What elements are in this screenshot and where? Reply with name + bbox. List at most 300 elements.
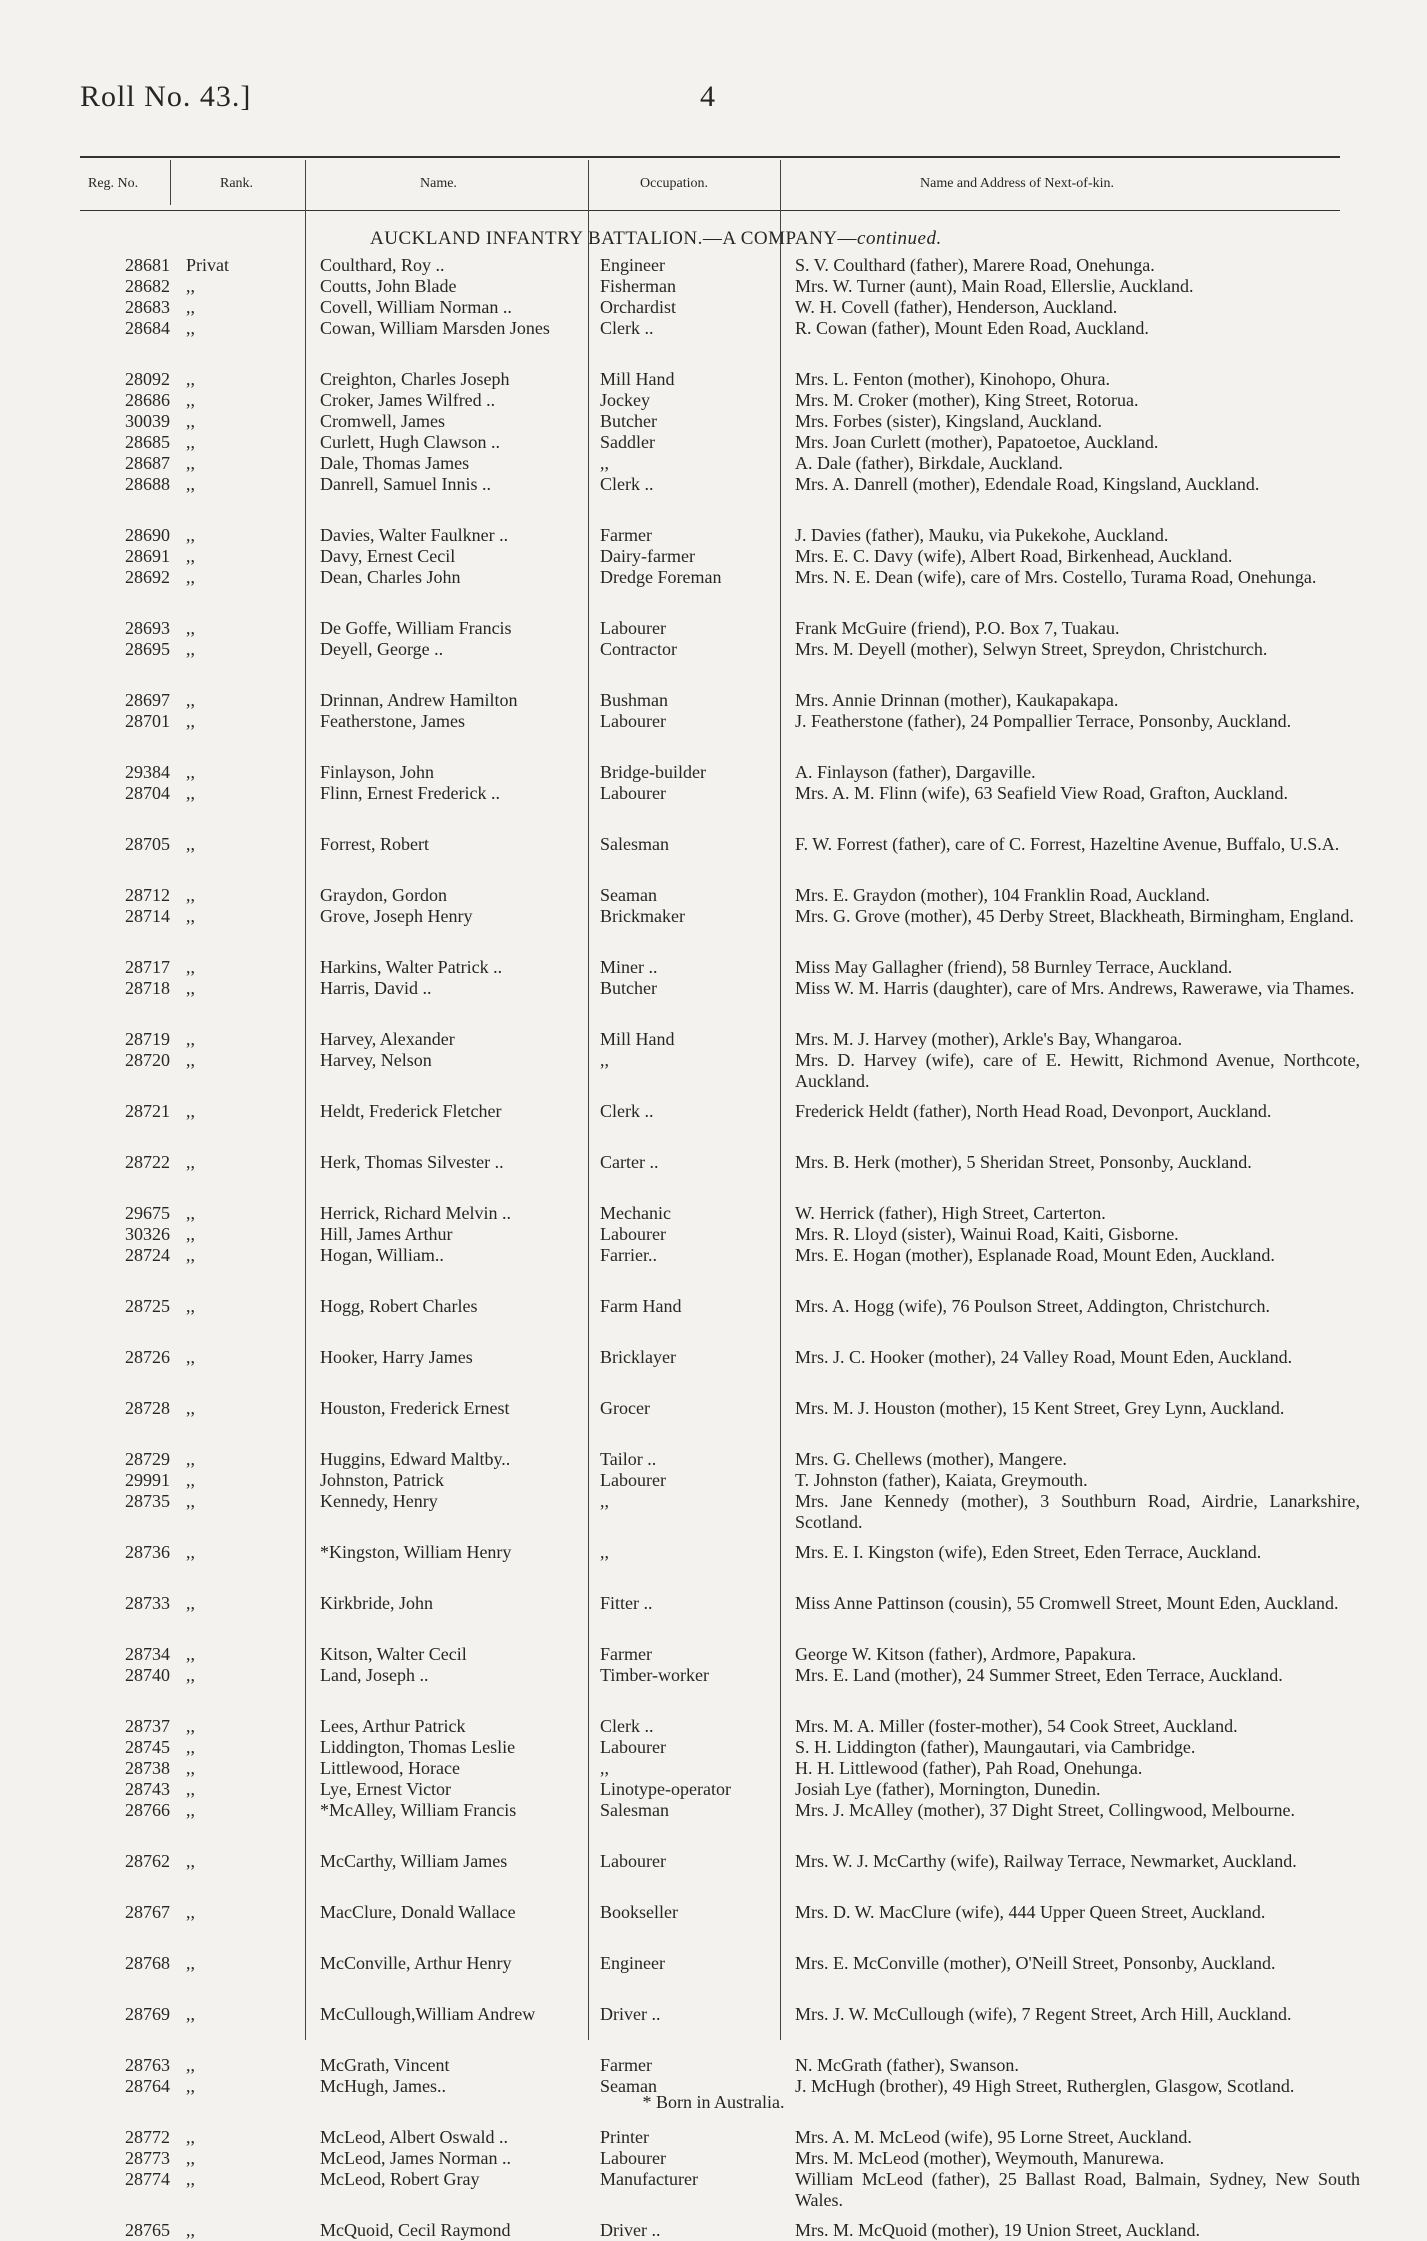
- occupation: Linotype-operator: [600, 1779, 731, 1799]
- occupation: Fisherman: [600, 276, 676, 296]
- reg-number: 28705: [125, 834, 170, 854]
- next-of-kin: Mrs. Annie Drinnan (mother), Kaukapakapa.: [795, 690, 1119, 710]
- next-of-kin: Mrs. D. Harvey (wife), care of E. Hewitt, Richmond Avenue, Northcote, Auckland.: [795, 1050, 1360, 1091]
- reg-number: 28737: [125, 1716, 170, 1736]
- table-row: [0, 690, 1427, 711]
- table-row: [0, 1542, 1427, 1584]
- reg-number: 28769: [125, 2004, 170, 2024]
- table-row: [0, 567, 1427, 609]
- occupation: Engineer: [600, 255, 665, 275]
- reg-number: 28721: [125, 1101, 170, 1121]
- occupation: Clerk ..: [600, 1101, 654, 1121]
- next-of-kin: Mrs. E. Graydon (mother), 104 Franklin Road, Auckland.: [795, 885, 1210, 905]
- table-row: [0, 1050, 1427, 1092]
- occupation: Carter ..: [600, 1152, 659, 1172]
- reg-number: 28681: [125, 255, 170, 275]
- occupation: Farmer: [600, 2055, 652, 2075]
- rank: ,,: [186, 1224, 195, 1244]
- soldier-name: Cromwell, James: [320, 411, 445, 431]
- soldier-name: McLeod, Albert Oswald ..: [320, 2127, 508, 2147]
- table-row: [0, 1953, 1427, 1995]
- soldier-name: Huggins, Edward Maltby..: [320, 1449, 511, 1469]
- table-row: [0, 411, 1427, 432]
- next-of-kin: Mrs. E. I. Kingston (wife), Eden Street, Eden Terrace, Auckland.: [795, 1542, 1262, 1562]
- next-of-kin: Mrs. B. Herk (mother), 5 Sheridan Street, Ponsonby, Auckland.: [795, 1152, 1252, 1172]
- soldier-name: *McAlley, William Francis: [320, 1800, 517, 1820]
- rank: ,,: [186, 1491, 195, 1511]
- soldier-name: Littlewood, Horace: [320, 1758, 460, 1778]
- table-row: [0, 783, 1427, 825]
- table-row: [0, 1800, 1427, 1842]
- table-row: [0, 525, 1427, 546]
- occupation: Farrier..: [600, 1245, 657, 1265]
- reg-number: 28712: [125, 885, 170, 905]
- next-of-kin: Mrs. M. A. Miller (foster-mother), 54 Cook Street, Auckland.: [795, 1716, 1238, 1736]
- section-title: [370, 228, 942, 250]
- reg-number: 28720: [125, 1050, 170, 1070]
- occupation: Timber-worker: [600, 1665, 709, 1685]
- rank: ,,: [186, 2220, 195, 2240]
- occupation: Labourer: [600, 1851, 666, 1871]
- rank: ,,: [186, 978, 195, 998]
- table-row: [0, 1851, 1427, 1893]
- reg-number: 28690: [125, 525, 170, 545]
- rank: ,,: [186, 762, 195, 782]
- rank: ,,: [186, 567, 195, 587]
- rank: ,,: [186, 885, 195, 905]
- reg-number: 30039: [125, 411, 170, 431]
- next-of-kin: J. McHugh (brother), 49 High Street, Rutherglen, Glasgow, Scotland.: [795, 2076, 1295, 2096]
- soldier-name: Kennedy, Henry: [320, 1491, 438, 1511]
- reg-number: 28719: [125, 1029, 170, 1049]
- occupation: Mill Hand: [600, 369, 675, 389]
- rank: ,,: [186, 1953, 195, 1973]
- reg-number: 28734: [125, 1644, 170, 1664]
- occupation: Butcher: [600, 978, 657, 998]
- next-of-kin: Mrs. M. McLeod (mother), Weymouth, Manurewa.: [795, 2148, 1165, 2168]
- rank: ,,: [186, 1449, 195, 1469]
- next-of-kin: Mrs. E. Land (mother), 24 Summer Street, Eden Terrace, Auckland.: [795, 1665, 1283, 1685]
- occupation: Brickmaker: [600, 906, 685, 926]
- page-number: 4: [700, 80, 715, 113]
- soldier-name: Covell, William Norman ..: [320, 297, 512, 317]
- table-row: [0, 1449, 1427, 1470]
- occupation: Printer: [600, 2127, 649, 2147]
- table-row: [0, 762, 1427, 783]
- occupation: Labourer: [600, 783, 666, 803]
- reg-number: 28728: [125, 1398, 170, 1418]
- soldier-name: Graydon, Gordon: [320, 885, 447, 905]
- reg-number: 28725: [125, 1296, 170, 1316]
- soldier-name: Davies, Walter Faulkner ..: [320, 525, 509, 545]
- soldier-name: McQuoid, Cecil Raymond: [320, 2220, 511, 2240]
- occupation: Mill Hand: [600, 1029, 675, 1049]
- table-row: [0, 957, 1427, 978]
- soldier-name: Featherstone, James: [320, 711, 465, 731]
- col-rank-header: Rank.: [220, 176, 254, 191]
- soldier-name: Deyell, George ..: [320, 639, 444, 659]
- soldier-name: Hogg, Robert Charles: [320, 1296, 478, 1316]
- next-of-kin: Mrs. J. W. McCullough (wife), 7 Regent Street, Arch Hill, Auckland.: [795, 2004, 1292, 2024]
- next-of-kin: William McLeod (father), 25 Ballast Road, Balmain, Sydney, New South Wales.: [795, 2169, 1360, 2210]
- table-row: [0, 1644, 1427, 1665]
- table-row: [0, 453, 1427, 474]
- occupation: Manufacturer: [600, 2169, 698, 2189]
- rank: ,,: [186, 1470, 195, 1490]
- occupation: Saddler: [600, 432, 655, 452]
- table-row: [0, 1101, 1427, 1143]
- occupation: Jockey: [600, 390, 650, 410]
- occupation: ,,: [600, 1050, 609, 1070]
- next-of-kin: Miss W. M. Harris (daughter), care of Mrs. Andrews, Rawerawe, via Thames.: [795, 978, 1355, 998]
- next-of-kin: Mrs. E. McConville (mother), O'Neill Street, Ponsonby, Auckland.: [795, 1953, 1276, 1973]
- reg-number: 28688: [125, 474, 170, 494]
- rank: ,,: [186, 1593, 195, 1613]
- reg-number: 28724: [125, 1245, 170, 1265]
- col-name-header: Name.: [420, 176, 457, 191]
- soldier-name: McLeod, James Norman ..: [320, 2148, 511, 2168]
- rank: ,,: [186, 1665, 195, 1685]
- occupation: ,,: [600, 1491, 609, 1511]
- soldier-name: Herk, Thomas Silvester ..: [320, 1152, 504, 1172]
- next-of-kin: W. H. Covell (father), Henderson, Auckland.: [795, 297, 1118, 317]
- occupation: Contractor: [600, 639, 677, 659]
- reg-number: 28774: [125, 2169, 170, 2189]
- soldier-name: Cowan, William Marsden Jones: [320, 318, 550, 338]
- occupation: Labourer: [600, 618, 666, 638]
- reg-number: 28762: [125, 1851, 170, 1871]
- reg-number: 28718: [125, 978, 170, 998]
- next-of-kin: Mrs. A. M. Flinn (wife), 63 Seafield View Road, Grafton, Auckland.: [795, 783, 1289, 803]
- occupation: Dredge Foreman: [600, 567, 722, 587]
- soldier-name: Danrell, Samuel Innis ..: [320, 474, 491, 494]
- soldier-name: Houston, Frederick Ernest: [320, 1398, 510, 1418]
- table-header: [80, 156, 1340, 211]
- occupation: Labourer: [600, 1737, 666, 1757]
- rank: ,,: [186, 525, 195, 545]
- next-of-kin: Mrs. J. McAlley (mother), 37 Dight Street, Collingwood, Melbourne.: [795, 1800, 1295, 1820]
- reg-number: 28729: [125, 1449, 170, 1469]
- soldier-name: Liddington, Thomas Leslie: [320, 1737, 516, 1757]
- table-row: [0, 906, 1427, 948]
- occupation: Farmer: [600, 525, 652, 545]
- rank: ,,: [186, 432, 195, 452]
- rank: ,,: [186, 2127, 195, 2147]
- soldier-name: De Goffe, William Francis: [320, 618, 512, 638]
- soldier-name: Coutts, John Blade: [320, 276, 457, 296]
- soldier-name: Forrest, Robert: [320, 834, 429, 854]
- occupation: Seaman: [600, 2076, 657, 2096]
- occupation: Clerk ..: [600, 1716, 654, 1736]
- table-row: [0, 2055, 1427, 2076]
- next-of-kin: Mrs. A. M. McLeod (wife), 95 Lorne Street, Auckland.: [795, 2127, 1192, 2147]
- soldier-name: Harris, David ..: [320, 978, 432, 998]
- rank: ,,: [186, 1050, 195, 1070]
- next-of-kin: Miss Anne Pattinson (cousin), 55 Cromwell Street, Mount Eden, Auckland.: [795, 1593, 1339, 1613]
- table-row: [0, 1152, 1427, 1194]
- soldier-name: Creighton, Charles Joseph: [320, 369, 510, 389]
- reg-number: 28773: [125, 2148, 170, 2168]
- next-of-kin: Miss May Gallagher (friend), 58 Burnley Terrace, Auckland.: [795, 957, 1233, 977]
- rank: ,,: [186, 1029, 195, 1049]
- soldier-name: McLeod, Robert Gray: [320, 2169, 480, 2189]
- next-of-kin: Mrs. M. Croker (mother), King Street, Rotorua.: [795, 390, 1139, 410]
- reg-number: 28684: [125, 318, 170, 338]
- next-of-kin: Josiah Lye (father), Mornington, Dunedin.: [795, 1779, 1101, 1799]
- reg-number: 28738: [125, 1758, 170, 1778]
- reg-number: 28693: [125, 618, 170, 638]
- table-row: [0, 2148, 1427, 2169]
- col-occupation-header: Occupation.: [640, 176, 709, 191]
- next-of-kin: Frederick Heldt (father), North Head Road, Devonport, Auckland.: [795, 1101, 1272, 1121]
- soldier-name: McGrath, Vincent: [320, 2055, 450, 2075]
- table-row: [0, 474, 1427, 516]
- next-of-kin: Mrs. E. Hogan (mother), Esplanade Road, Mount Eden, Auckland.: [795, 1245, 1275, 1265]
- next-of-kin: Mrs. W. J. McCarthy (wife), Railway Terrace, Newmarket, Auckland.: [795, 1851, 1297, 1871]
- next-of-kin: A. Dale (father), Birkdale, Auckland.: [795, 453, 1063, 473]
- occupation: Grocer: [600, 1398, 650, 1418]
- next-of-kin: Mrs. W. Turner (aunt), Main Road, Ellerslie, Auckland.: [795, 276, 1194, 296]
- soldier-name: Harvey, Alexander: [320, 1029, 455, 1049]
- table-row: [0, 276, 1427, 297]
- rank: ,,: [186, 1800, 195, 1820]
- occupation: Bookseller: [600, 1902, 678, 1922]
- occupation: Miner ..: [600, 957, 658, 977]
- table-row: [0, 711, 1427, 753]
- occupation: ,,: [600, 1758, 609, 1778]
- table-row: [0, 369, 1427, 390]
- next-of-kin: A. Finlayson (father), Dargaville.: [795, 762, 1036, 782]
- rank: ,,: [186, 1644, 195, 1664]
- next-of-kin: Mrs. A. Hogg (wife), 76 Poulson Street, Addington, Christchurch.: [795, 1296, 1270, 1316]
- occupation: Seaman: [600, 885, 657, 905]
- occupation: Driver ..: [600, 2004, 661, 2024]
- next-of-kin: Mrs. D. W. MacClure (wife), 444 Upper Queen Street, Auckland.: [795, 1902, 1266, 1922]
- next-of-kin: Mrs. G. Chellews (mother), Mangere.: [795, 1449, 1067, 1469]
- next-of-kin: Mrs. L. Fenton (mother), Kinohopo, Ohura.: [795, 369, 1110, 389]
- occupation: ,,: [600, 1542, 609, 1562]
- rank: ,,: [186, 318, 195, 338]
- rank: ,,: [186, 2076, 195, 2096]
- soldier-name: Hill, James Arthur: [320, 1224, 453, 1244]
- table-row: [0, 318, 1427, 360]
- reg-number: 28682: [125, 276, 170, 296]
- rank: ,,: [186, 369, 195, 389]
- soldier-name: Flinn, Ernest Frederick ..: [320, 783, 500, 803]
- reg-number: 28722: [125, 1152, 170, 1172]
- soldier-name: Grove, Joseph Henry: [320, 906, 473, 926]
- table-row: [0, 1902, 1427, 1944]
- occupation: Fitter ..: [600, 1593, 653, 1613]
- reg-number: 28767: [125, 1902, 170, 1922]
- rank: ,,: [186, 783, 195, 803]
- rank: ,,: [186, 711, 195, 731]
- reg-number: 28745: [125, 1737, 170, 1757]
- occupation: Tailor ..: [600, 1449, 657, 1469]
- occupation: Driver ..: [600, 2220, 661, 2240]
- next-of-kin: Mrs. M. Deyell (mother), Selwyn Street, Spreydon, Christchurch.: [795, 639, 1268, 659]
- rank: ,,: [186, 474, 195, 494]
- soldier-name: Lees, Arthur Patrick: [320, 1716, 466, 1736]
- soldier-name: Lye, Ernest Victor: [320, 1779, 452, 1799]
- next-of-kin: George W. Kitson (father), Ardmore, Papakura.: [795, 1644, 1137, 1664]
- next-of-kin: H. H. Littlewood (father), Pah Road, Onehunga.: [795, 1758, 1143, 1778]
- table-row: [0, 2004, 1427, 2046]
- occupation: Butcher: [600, 411, 657, 431]
- next-of-kin: Mrs. Jane Kennedy (mother), 3 Southburn Road, Airdrie, Lanarkshire, Scotland.: [795, 1491, 1360, 1532]
- reg-number: 28704: [125, 783, 170, 803]
- next-of-kin: N. McGrath (father), Swanson.: [795, 2055, 1019, 2075]
- reg-number: 29675: [125, 1203, 170, 1223]
- table-row: [0, 432, 1427, 453]
- table-row: [0, 1779, 1427, 1800]
- reg-number: 28768: [125, 1953, 170, 1973]
- occupation: Clerk ..: [600, 318, 654, 338]
- rank: ,,: [186, 2169, 195, 2189]
- table-row: [0, 390, 1427, 411]
- table-row: [0, 1665, 1427, 1707]
- soldier-name: Harvey, Nelson: [320, 1050, 432, 1070]
- reg-number: 28686: [125, 390, 170, 410]
- next-of-kin: Mrs. N. E. Dean (wife), care of Mrs. Costello, Turama Road, Onehunga.: [795, 567, 1317, 587]
- table-row: [0, 834, 1427, 876]
- rank: ,,: [186, 957, 195, 977]
- occupation: Bridge-builder: [600, 762, 706, 782]
- table-row: [0, 885, 1427, 906]
- rank: ,,: [186, 1737, 195, 1757]
- soldier-name: Land, Joseph ..: [320, 1665, 429, 1685]
- soldier-name: Kitson, Walter Cecil: [320, 1644, 467, 1664]
- next-of-kin: Mrs. R. Lloyd (sister), Wainui Road, Kaiti, Gisborne.: [795, 1224, 1179, 1244]
- occupation: Farmer: [600, 1644, 652, 1664]
- soldier-name: Herrick, Richard Melvin ..: [320, 1203, 511, 1223]
- reg-number: 29991: [125, 1470, 170, 1490]
- soldier-name: *Kingston, William Henry: [320, 1542, 512, 1562]
- next-of-kin: Mrs. M. J. Houston (mother), 15 Kent Street, Grey Lynn, Auckland.: [795, 1398, 1285, 1418]
- soldier-name: Hooker, Harry James: [320, 1347, 473, 1367]
- table-row: [0, 546, 1427, 567]
- occupation: Bushman: [600, 690, 669, 710]
- reg-number: 28764: [125, 2076, 170, 2096]
- next-of-kin: J. Davies (father), Mauku, via Pukekohe, Auckland.: [795, 525, 1169, 545]
- occupation: Dairy-farmer: [600, 546, 695, 566]
- rank: ,,: [186, 618, 195, 638]
- roll-number: Roll No. 43.]: [80, 80, 252, 113]
- occupation: ,,: [600, 453, 609, 473]
- reg-number: 28687: [125, 453, 170, 473]
- rank: ,,: [186, 546, 195, 566]
- rank: ,,: [186, 297, 195, 317]
- table-row: [0, 2127, 1427, 2148]
- table-row: [0, 1593, 1427, 1635]
- reg-number: 28766: [125, 1800, 170, 1820]
- soldier-name: Harkins, Walter Patrick ..: [320, 957, 503, 977]
- next-of-kin: Frank McGuire (friend), P.O. Box 7, Tuakau.: [795, 618, 1120, 638]
- reg-number: 28685: [125, 432, 170, 452]
- reg-number: 28683: [125, 297, 170, 317]
- rank: ,,: [186, 1779, 195, 1799]
- rank: ,,: [186, 453, 195, 473]
- soldier-name: McCarthy, William James: [320, 1851, 508, 1871]
- section-continued: continued.: [857, 228, 942, 249]
- occupation: Labourer: [600, 2148, 666, 2168]
- soldier-name: Kirkbride, John: [320, 1593, 433, 1613]
- rank: ,,: [186, 2148, 195, 2168]
- next-of-kin: Mrs. M. J. Harvey (mother), Arkle's Bay, Whangaroa.: [795, 1029, 1183, 1049]
- rank: ,,: [186, 1203, 195, 1223]
- table-row: [0, 1758, 1427, 1779]
- rank: ,,: [186, 411, 195, 431]
- occupation: Labourer: [600, 1470, 666, 1490]
- occupation: Labourer: [600, 711, 666, 731]
- soldier-name: MacClure, Donald Wallace: [320, 1902, 516, 1922]
- occupation: Orchardist: [600, 297, 676, 317]
- rank: ,,: [186, 1902, 195, 1922]
- col-reg-header: Reg. No.: [88, 176, 139, 191]
- rank: ,,: [186, 1347, 195, 1367]
- soldier-name: Hogan, William..: [320, 1245, 444, 1265]
- table-row: [0, 618, 1427, 639]
- rank: ,,: [186, 1152, 195, 1172]
- reg-number: 28765: [125, 2220, 170, 2240]
- soldier-name: Curlett, Hugh Clawson ..: [320, 432, 500, 452]
- next-of-kin: J. Featherstone (father), 24 Pompallier Terrace, Ponsonby, Auckland.: [795, 711, 1292, 731]
- soldier-name: Johnston, Patrick: [320, 1470, 444, 1490]
- table-row: [0, 1203, 1427, 1224]
- rank: ,,: [186, 906, 195, 926]
- reg-number: 28695: [125, 639, 170, 659]
- table-row: [0, 255, 1427, 276]
- roll-table: [0, 255, 1427, 2241]
- table-row: [0, 1737, 1427, 1758]
- occupation: Salesman: [600, 1800, 669, 1820]
- col-kin-header: Name and Address of Next-of-kin.: [920, 176, 1115, 191]
- soldier-name: McConville, Arthur Henry: [320, 1953, 512, 1973]
- table-row: [0, 1347, 1427, 1389]
- occupation: Engineer: [600, 1953, 665, 1973]
- next-of-kin: Mrs. A. Danrell (mother), Edendale Road, Kingsland, Auckland.: [795, 474, 1260, 494]
- reg-number: 28740: [125, 1665, 170, 1685]
- rank: ,,: [186, 390, 195, 410]
- rank: ,,: [186, 1758, 195, 1778]
- next-of-kin: Mrs. Forbes (sister), Kingsland, Auckland.: [795, 411, 1102, 431]
- section-title-text: AUCKLAND INFANTRY BATTALION.—A COMPANY—: [370, 228, 858, 249]
- rank: ,,: [186, 1716, 195, 1736]
- soldier-name: Croker, James Wilfred ..: [320, 390, 496, 410]
- table-row: [0, 1470, 1427, 1491]
- table-row: [0, 1716, 1427, 1737]
- table-row: [0, 1398, 1427, 1440]
- next-of-kin: Mrs. G. Grove (mother), 45 Derby Street, Blackheath, Birmingham, England.: [795, 906, 1354, 926]
- next-of-kin: Mrs. J. C. Hooker (mother), 24 Valley Road, Mount Eden, Auckland.: [795, 1347, 1293, 1367]
- occupation: Clerk ..: [600, 474, 654, 494]
- soldier-name: Heldt, Frederick Fletcher: [320, 1101, 502, 1121]
- table-row: [0, 1029, 1427, 1050]
- next-of-kin: R. Cowan (father), Mount Eden Road, Auckland.: [795, 318, 1149, 338]
- reg-number: 28743: [125, 1779, 170, 1799]
- rank: ,,: [186, 1245, 195, 1265]
- reg-number: 28692: [125, 567, 170, 587]
- next-of-kin: T. Johnston (father), Kaiata, Greymouth.: [795, 1470, 1088, 1490]
- soldier-name: Coulthard, Roy ..: [320, 255, 445, 275]
- rank: ,,: [186, 276, 195, 296]
- reg-number: 28735: [125, 1491, 170, 1511]
- next-of-kin: F. W. Forrest (father), care of C. Forrest, Hazeltine Avenue, Buffalo, U.S.A.: [795, 834, 1340, 854]
- rank: ,,: [186, 639, 195, 659]
- soldier-name: Dale, Thomas James: [320, 453, 470, 473]
- rank: ,,: [186, 1101, 195, 1121]
- rank: ,,: [186, 834, 195, 854]
